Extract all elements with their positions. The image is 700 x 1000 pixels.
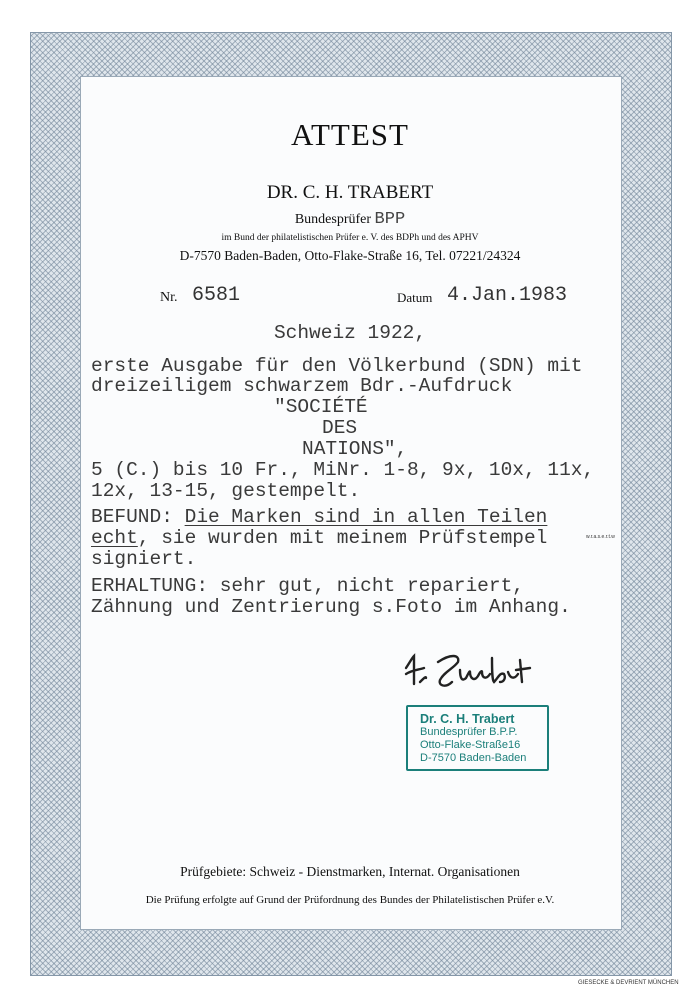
date-label: Datum [397, 290, 433, 305]
printer-imprint: GIESECKE & DEVRIENT MÜNCHEN [578, 980, 679, 986]
befund-echt: echt [91, 527, 138, 549]
certificate-title: ATTEST [291, 117, 409, 152]
certificate-panel [80, 76, 622, 930]
body-line-4: "SOCIÉTÉ [274, 396, 368, 418]
address-line: D-7570 Baden-Baden, Otto-Flake-Straße 16, Tel. 07221/24324 [179, 248, 521, 263]
erhaltung-text: sehr gut, nicht repariert, [219, 575, 524, 597]
body-line-5: DES [322, 417, 358, 439]
befund-label: BEFUND: [91, 506, 173, 528]
footer-exam-areas: Prüfgebiete: Schweiz - Dienstmarken, Internat. Organisationen [180, 864, 520, 879]
body-line-2: erste Ausgabe für den Völkerbund (SDN) mit [91, 355, 583, 377]
befund-note: w.r.a.s.e.r.t.w [586, 534, 615, 540]
befund-text-2: , sie wurden mit meinem Prüfstempel [137, 527, 548, 549]
body-line-1: Schweiz 1922, [273, 322, 427, 344]
befund-line-2 [91, 527, 547, 549]
body-line-7: 5 (C.) bis 10 Fr., MiNr. 1-8, 9x, 10x, 11x, [91, 459, 595, 481]
examiner-name: DR. C. H. TRABERT [266, 182, 434, 203]
body-line-3: dreizeiligem schwarzem Bdr.-Aufdruck [91, 375, 513, 397]
stamp-line-4: D-7570 Baden-Baden [420, 752, 527, 764]
role-label: Bundesprüfer [294, 212, 372, 227]
body-line-6: NATIONS", [302, 438, 408, 460]
body-line-8: 12x, 13-15, gestempelt. [91, 480, 361, 502]
role-handwritten: BPP [374, 210, 406, 229]
stamp-line-1: Dr. C. H. Trabert [420, 712, 515, 726]
examiner-role [0, 210, 700, 229]
footer-regulation: Die Prüfung erfolgte auf Grund der Prüfordnung des Bundes der Philatelistischen Prüfer e.V. [145, 894, 555, 906]
befund-text: Die Marken sind in allen Teilen [184, 506, 548, 528]
befund-line-3: signiert. [91, 548, 197, 570]
membership-line: im Bund der philatelistischen Prüfer e. V. des BDPh und des APHV [221, 233, 479, 243]
number-label: Nr. [160, 290, 178, 305]
handwritten-signature [400, 648, 542, 694]
certificate-number: 6581 [192, 284, 241, 307]
erhaltung-line-1 [91, 575, 524, 597]
befund-line-1 [91, 506, 547, 528]
stamp-line-2: Bundesprüfer B.P.P. [420, 726, 518, 738]
stamp-line-3: Otto-Flake-Straße16 [420, 739, 521, 751]
certificate-date: 4.Jan.1983 [447, 284, 568, 307]
erhaltung-line-2: Zähnung und Zentrierung s.Foto im Anhang. [91, 596, 571, 618]
examiner-stamp [406, 705, 549, 771]
erhaltung-label: ERHALTUNG: [91, 575, 209, 597]
